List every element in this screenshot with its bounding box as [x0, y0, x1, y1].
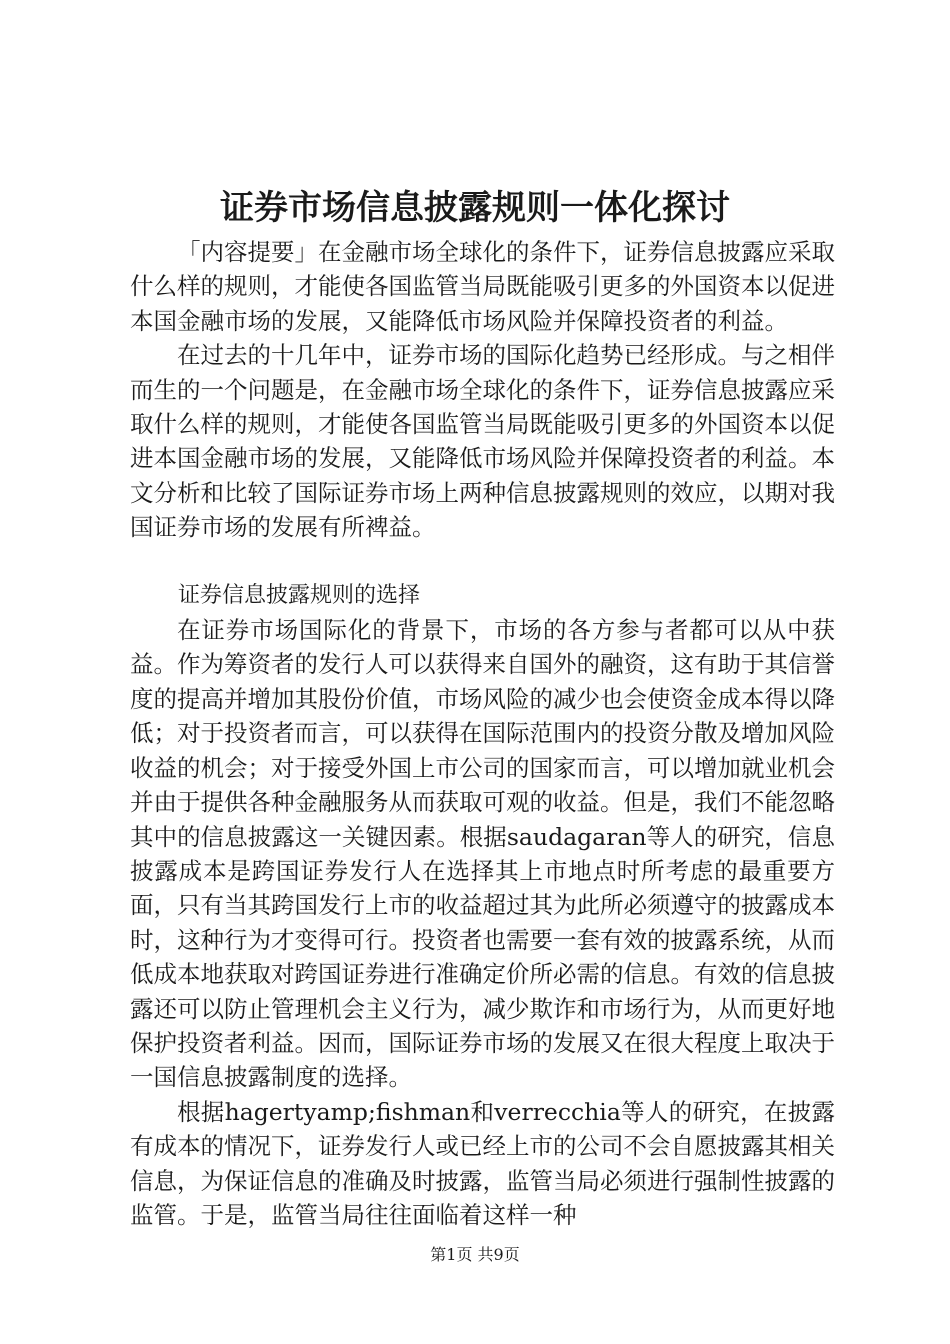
intro-summary-paragraph: 「内容提要」在金融市场全球化的条件下，证券信息披露应采取什么样的规则，才能使各国监管当局既能吸引更多的外国资本以促进本国金融市场的发展，又能降低市场风险并保障投资者的利益。 — [130, 238, 835, 335]
intro-paragraph: 在过去的十几年中，证券市场的国际化趋势已经形成。与之相伴而生的一个问题是，在金融市场全球化的条件下，证券信息披露应采取什么样的规则，才能使各国监管当局既能吸引更多的外国资本以促进本国金融市场的发展，又能降低市场风险并保障投资者的利益。本文分析和比较了国际证券市场上两种信息披露规则的效应，以期对我国证券市场的发展有所裨益。 — [130, 341, 835, 542]
page-number-footer: 第1页 共9页 — [430, 1245, 520, 1264]
document-body — [130, 235, 835, 1232]
section-heading: 证券信息披露规则的选择 — [178, 582, 421, 608]
section-paragraph: 在证券市场国际化的背景下，市场的各方参与者都可以从中获益。作为筹资者的发行人可以获得来自国外的融资，这有助于其信誉度的提高并增加其股份价值，市场风险的减少也会使资金成本得以降低；对于投资者而言，可以获得在国际范围内的投资分散及增加风险收益的机会；对于接受外国上市公司的国家而言，可以增加就业机会并由于提供各种金融服务从而获取可观的收益。但是，我们不能忽略其中的信息披露这一关键因素。根据saudagaran等人的研究，信息披露成本是跨国证券发行人在选择其上市地点时所考虑的最重要方面，只有当其跨国发行上市的收益超过其为此所必须遵守的披露成本时，这种行为才变得可行。投资者也需要一套有效的披露系统，从而低成本地获取对跨国证券进行准确定价所必需的信息。有效的信息披露还可以防止管理机会主义行为，减少欺诈和市场行为，从而更好地保护投资者利益。因而，国际证券市场的发展又在很大程度上取决于一国信息披露制度的选择。 — [130, 616, 835, 1092]
document-title: 证券市场信息披露规则一体化探讨 — [220, 188, 730, 228]
paragraph-spacer — [130, 545, 835, 579]
section-paragraph: 根据hagertyamp;fishman和verrecchia等人的研究，在披露有成本的情况下，证券发行人或已经上市的公司不会自愿披露其相关信息，为保证信息的准确及时披露，监管当局必须进行强制性披露的监管。于是，监管当局往往面临着这样一种 — [130, 1097, 835, 1229]
